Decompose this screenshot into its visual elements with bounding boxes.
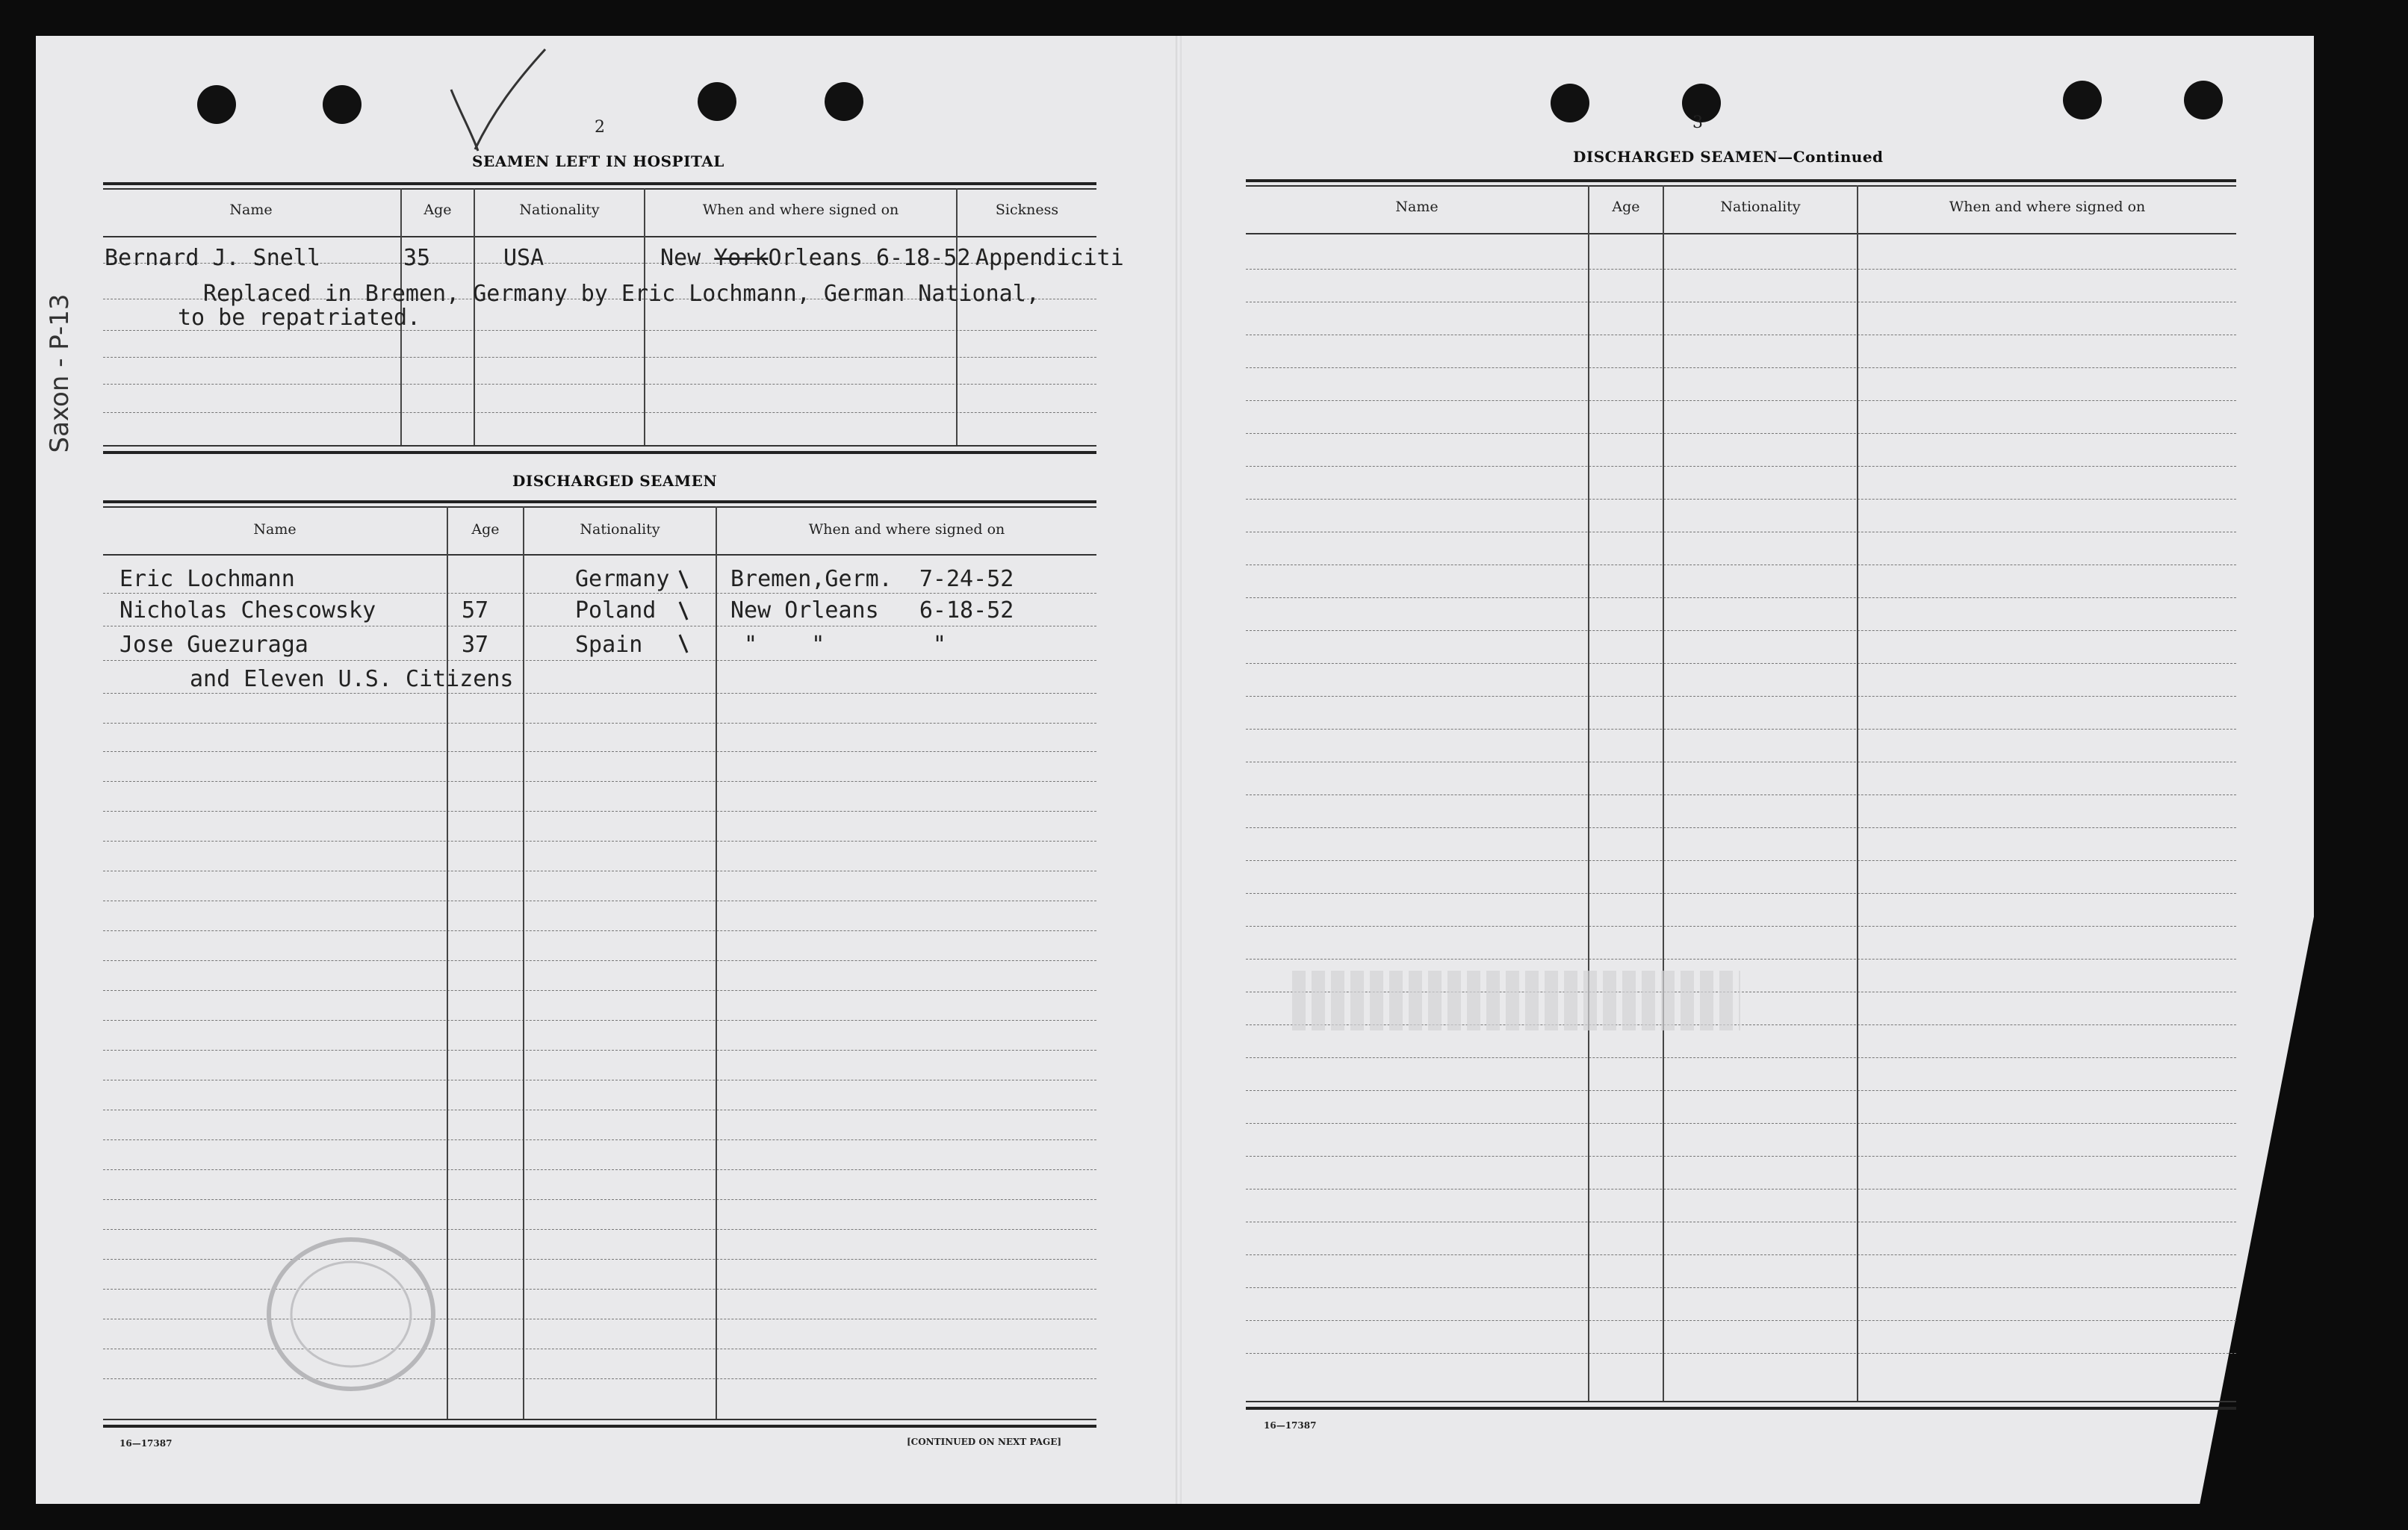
col-header-signed-on: When and where signed on (808, 521, 1005, 538)
punch-hole (825, 82, 863, 121)
col-header-nationality: Nationality (519, 202, 600, 218)
form-number: 16—17387 (120, 1438, 173, 1449)
col-header-age: Age (471, 521, 500, 538)
col-header-signed-on: When and where signed on (702, 202, 899, 218)
page-fold (1176, 36, 1182, 1504)
discharged-row-age: 57 (462, 597, 489, 623)
discharged-row-nationality: Spain (575, 632, 643, 658)
punch-hole (1551, 84, 1589, 122)
margin-note: Saxon - P-13 (45, 293, 75, 453)
discharged-row-name: Jose Guezuraga (120, 632, 308, 658)
faded-stamp (246, 1225, 471, 1449)
continued-note: [CONTINUED ON NEXT PAGE] (907, 1437, 1062, 1447)
col-header-name: Name (253, 521, 297, 538)
hospital-remark-line2: to be repatriated. (178, 305, 421, 331)
hospital-entry-sickness: Appendiciti (975, 245, 1124, 271)
section-title-hospital: SEAMEN LEFT IN HOSPITAL (472, 152, 724, 170)
discharged-row-name: Nicholas Chescowsky (120, 597, 376, 623)
handwritten-x-mark (426, 45, 560, 157)
punch-hole (197, 85, 236, 124)
col-header-name: Name (1395, 199, 1439, 215)
col-header-sickness: Sickness (995, 202, 1059, 218)
hospital-entry-signed-on: New YorkOrleans 6-18-52 (660, 245, 971, 271)
punch-hole (698, 82, 736, 121)
col-header-name: Name (229, 202, 273, 218)
col-header-age: Age (423, 202, 452, 218)
page-number: 3 (1692, 113, 1703, 132)
bleed-through-text (1292, 971, 1740, 1030)
discharged-row-nationality: Poland (575, 597, 657, 623)
col-header-nationality: Nationality (580, 521, 660, 538)
discharged-row-signed-on: " " " (744, 632, 946, 658)
punch-hole (323, 85, 361, 124)
discharged-row-signed-on: Bremen,Germ. 7-24-52 (730, 566, 1014, 592)
discharged-row-age: 37 (462, 632, 489, 658)
page-number: 2 (595, 118, 605, 137)
section-title-discharged-continued: DISCHARGED SEAMEN—Continued (1573, 148, 1884, 166)
section-title-discharged: DISCHARGED SEAMEN (512, 472, 718, 490)
discharged-row-name: Eric Lochmann (120, 566, 295, 592)
hospital-remark-line1: Replaced in Bremen, Germany by Eric Lochmann, German National, (203, 281, 1040, 307)
col-header-signed-on: When and where signed on (1949, 199, 2146, 215)
discharged-row-signed-on: New Orleans 6-18-52 (730, 597, 1014, 623)
hospital-entry-age: 35 (403, 245, 431, 271)
form-number: 16—17387 (1264, 1420, 1317, 1431)
discharged-note: and Eleven U.S. Citizens (190, 666, 514, 692)
punch-hole (2184, 81, 2223, 119)
discharged-row-nationality: Germany (575, 566, 670, 592)
check-mark (677, 566, 692, 656)
col-header-age: Age (1612, 199, 1640, 215)
hospital-entry-nationality: USA (503, 245, 544, 271)
col-header-nationality: Nationality (1720, 199, 1801, 215)
right-page (1173, 36, 2314, 1504)
hospital-entry-name: Bernard J. Snell (105, 245, 320, 271)
punch-hole (2063, 81, 2102, 119)
